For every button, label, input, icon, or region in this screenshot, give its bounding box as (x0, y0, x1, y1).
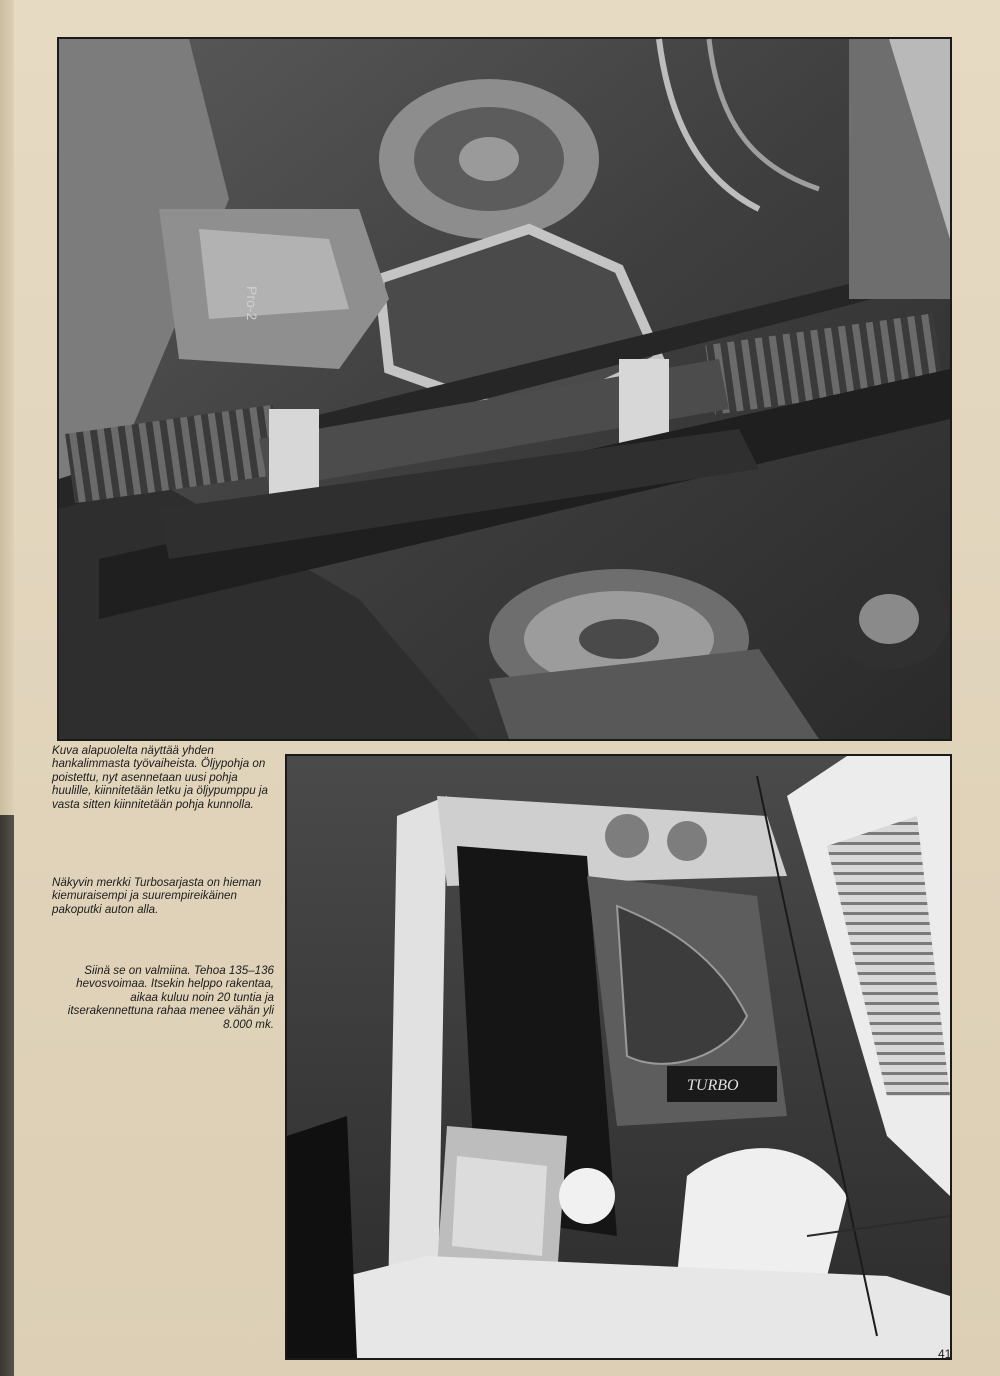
engine-bay-image (244, 286, 950, 1358)
page-edge-light (0, 0, 14, 815)
turbo-badge: TURBO (687, 1077, 739, 1094)
engine-underside-image (59, 39, 950, 739)
charger-label: Pro-2 (244, 286, 260, 321)
caption-underside: Kuva alapuolelta näyttää yhden hankalimmasta työvaiheista. Öljypohja on poistettu, nyt asennetaan uusi pohja huulille, kiinnitetään letku ja öljypumppu ja vasta sitten kiinnitetään pohja kunnolla. (52, 744, 268, 811)
caption-finished: Siinä se on valmiina. Tehoa 135–136 hevosvoimaa. Itsekin helppo rakentaa, aikaa kuluu noin 20 tuntia ja itserakennettuna rahaa menee vähän yli 8.000 mk. (67, 964, 274, 1031)
photo-engine-bay (244, 286, 952, 1360)
photo-engine-underside (57, 37, 952, 741)
caption-exhaust: Näkyvin merkki Turbosarjasta on hieman kiemuraisempi ja suurempireikäinen pakoputki auton alla. (52, 876, 262, 916)
page-edge-dark (0, 815, 14, 1376)
page-number: 41 (938, 1347, 952, 1361)
